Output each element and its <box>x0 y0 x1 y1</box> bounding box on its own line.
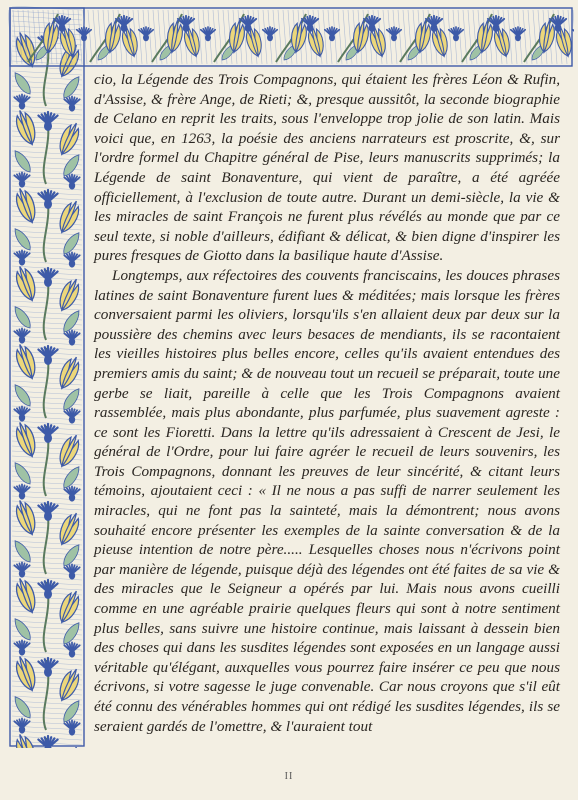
yellow-lily-icon <box>12 576 39 615</box>
blue-thistle-icon <box>64 174 79 189</box>
paragraph-2: Longtemps, aux réfectoires des couvents franciscains, les douces phrases latines de saint Bonaventure furent lues & méditées; mais lorsque les frères conversaient parmi les oliviers, lorsqu'ils s'en allaient deux par deux sur la poussière des chemins avec leurs besaces de mendiants, ils se racontaient les vieilles histoires plus belles encore, celles qu'ils avaient entendues des premiers amis du saint; & de nouveau tout un recueil se préparait, toute une gerbe se liait, pareille à celle que les Trois Compagnons avaient rassemblée, mais plus abondante, plus parfumée, plus suavement agreste : ce sont les Fioretti. Dans la lettre qu'ils adressaient à Crescent de Jesi, le général de l'Ordre, pour lui faire agréer le recueil de leurs souvenirs, les Trois Compagnons, donnant les preuves de leur sincérité, & citant leurs témoins, ajoutaient ceci : « Il ne nous a pas suffi de narrer seulement les miracles, qui ne font pas la sainteté, mais la démontrent; nous avons souhaité encore présenter les exemples de la sainte conversation & de la pieuse intention de notre père..... Lesquelles choses nous n'écrivons point par manière de légende, puisque déjà des légendes ont été faites de sa vie & des miracles que le Seigneur a opérés par lui. Mais nous avons cueilli comme en une agréable prairie quelques fleurs qui sont à notre sentiment plus belles, sans suivre une histoire continue, mais laissant à dessein bien des choses qui dans les susdites légendes sont exposées en un langage aussi véritable qu'élégant, auxquelles vous pourrez faire insérer ce peu que nous écrivons, si votre sagesse le juge convenable. Car nous croyons que s'il eût été connu des vénérables hommes qui ont rédigé les susdites légendes, ils se seraient gardés de l'omettre, & l'auraient tout <box>94 266 560 735</box>
blue-thistle-icon <box>38 580 57 599</box>
page-number: II <box>284 771 294 782</box>
blue-thistle-icon <box>14 640 29 655</box>
blue-thistle-icon <box>77 27 91 41</box>
leaf-icon <box>11 226 33 252</box>
blue-thistle-icon <box>511 27 525 41</box>
blue-thistle-icon <box>38 190 57 209</box>
leaf-icon <box>11 70 33 96</box>
yellow-lily-icon <box>12 420 39 459</box>
leaf-icon <box>11 382 33 408</box>
blue-thistle-icon <box>139 27 153 41</box>
blue-thistle-icon <box>449 27 463 41</box>
blue-thistle-icon <box>64 408 79 423</box>
blue-thistle-icon <box>14 406 29 421</box>
blue-thistle-icon <box>14 562 29 577</box>
paragraph-1: cio, la Légende des Trois Compagnons, qui étaient les frères Léon & Rufin, d'Assise, & frère Ange, de Rieti; &, presque aussitôt, la seconde biographie de Celano en reprit les traits, sous l'enveloppe trop jolie de son latin. Mais voici que, en 1263, la poésie des anciens narrateurs est proscrite, &, sur l'ordre formel du Chapitre général de Pise, leurs manuscrits supprimés; la Légende de saint Bonaventure, qui vient de paraître, a été agréée officiellement, à l'exclusion de toute autre. Durant un demi-siècle, la vie & les miracles de saint François ne furent plus révélés au monde que par ce seul texte, si noble d'ailleurs, édifiant & délicat, & bien digne d'inspirer les pures fresques de Giotto dans la basilique haute d'Assise. <box>94 71 560 265</box>
body-text <box>94 70 560 736</box>
blue-thistle-icon <box>64 330 79 345</box>
blue-thistle-icon <box>38 346 57 365</box>
blue-thistle-icon <box>325 27 339 41</box>
floral-border-top <box>8 6 574 68</box>
yellow-lily-icon <box>12 264 39 303</box>
leaf-icon <box>11 616 33 642</box>
blue-thistle-icon <box>14 250 29 265</box>
blue-thistle-icon <box>64 564 79 579</box>
blue-thistle-icon <box>387 27 401 41</box>
yellow-lily-icon <box>12 186 39 225</box>
blue-thistle-icon <box>14 172 29 187</box>
blue-thistle-icon <box>573 27 574 41</box>
blue-thistle-icon <box>201 27 215 41</box>
blue-thistle-icon <box>64 720 79 735</box>
floral-border-left <box>8 6 86 748</box>
yellow-lily-icon <box>12 654 39 693</box>
leaf-icon <box>11 460 33 486</box>
